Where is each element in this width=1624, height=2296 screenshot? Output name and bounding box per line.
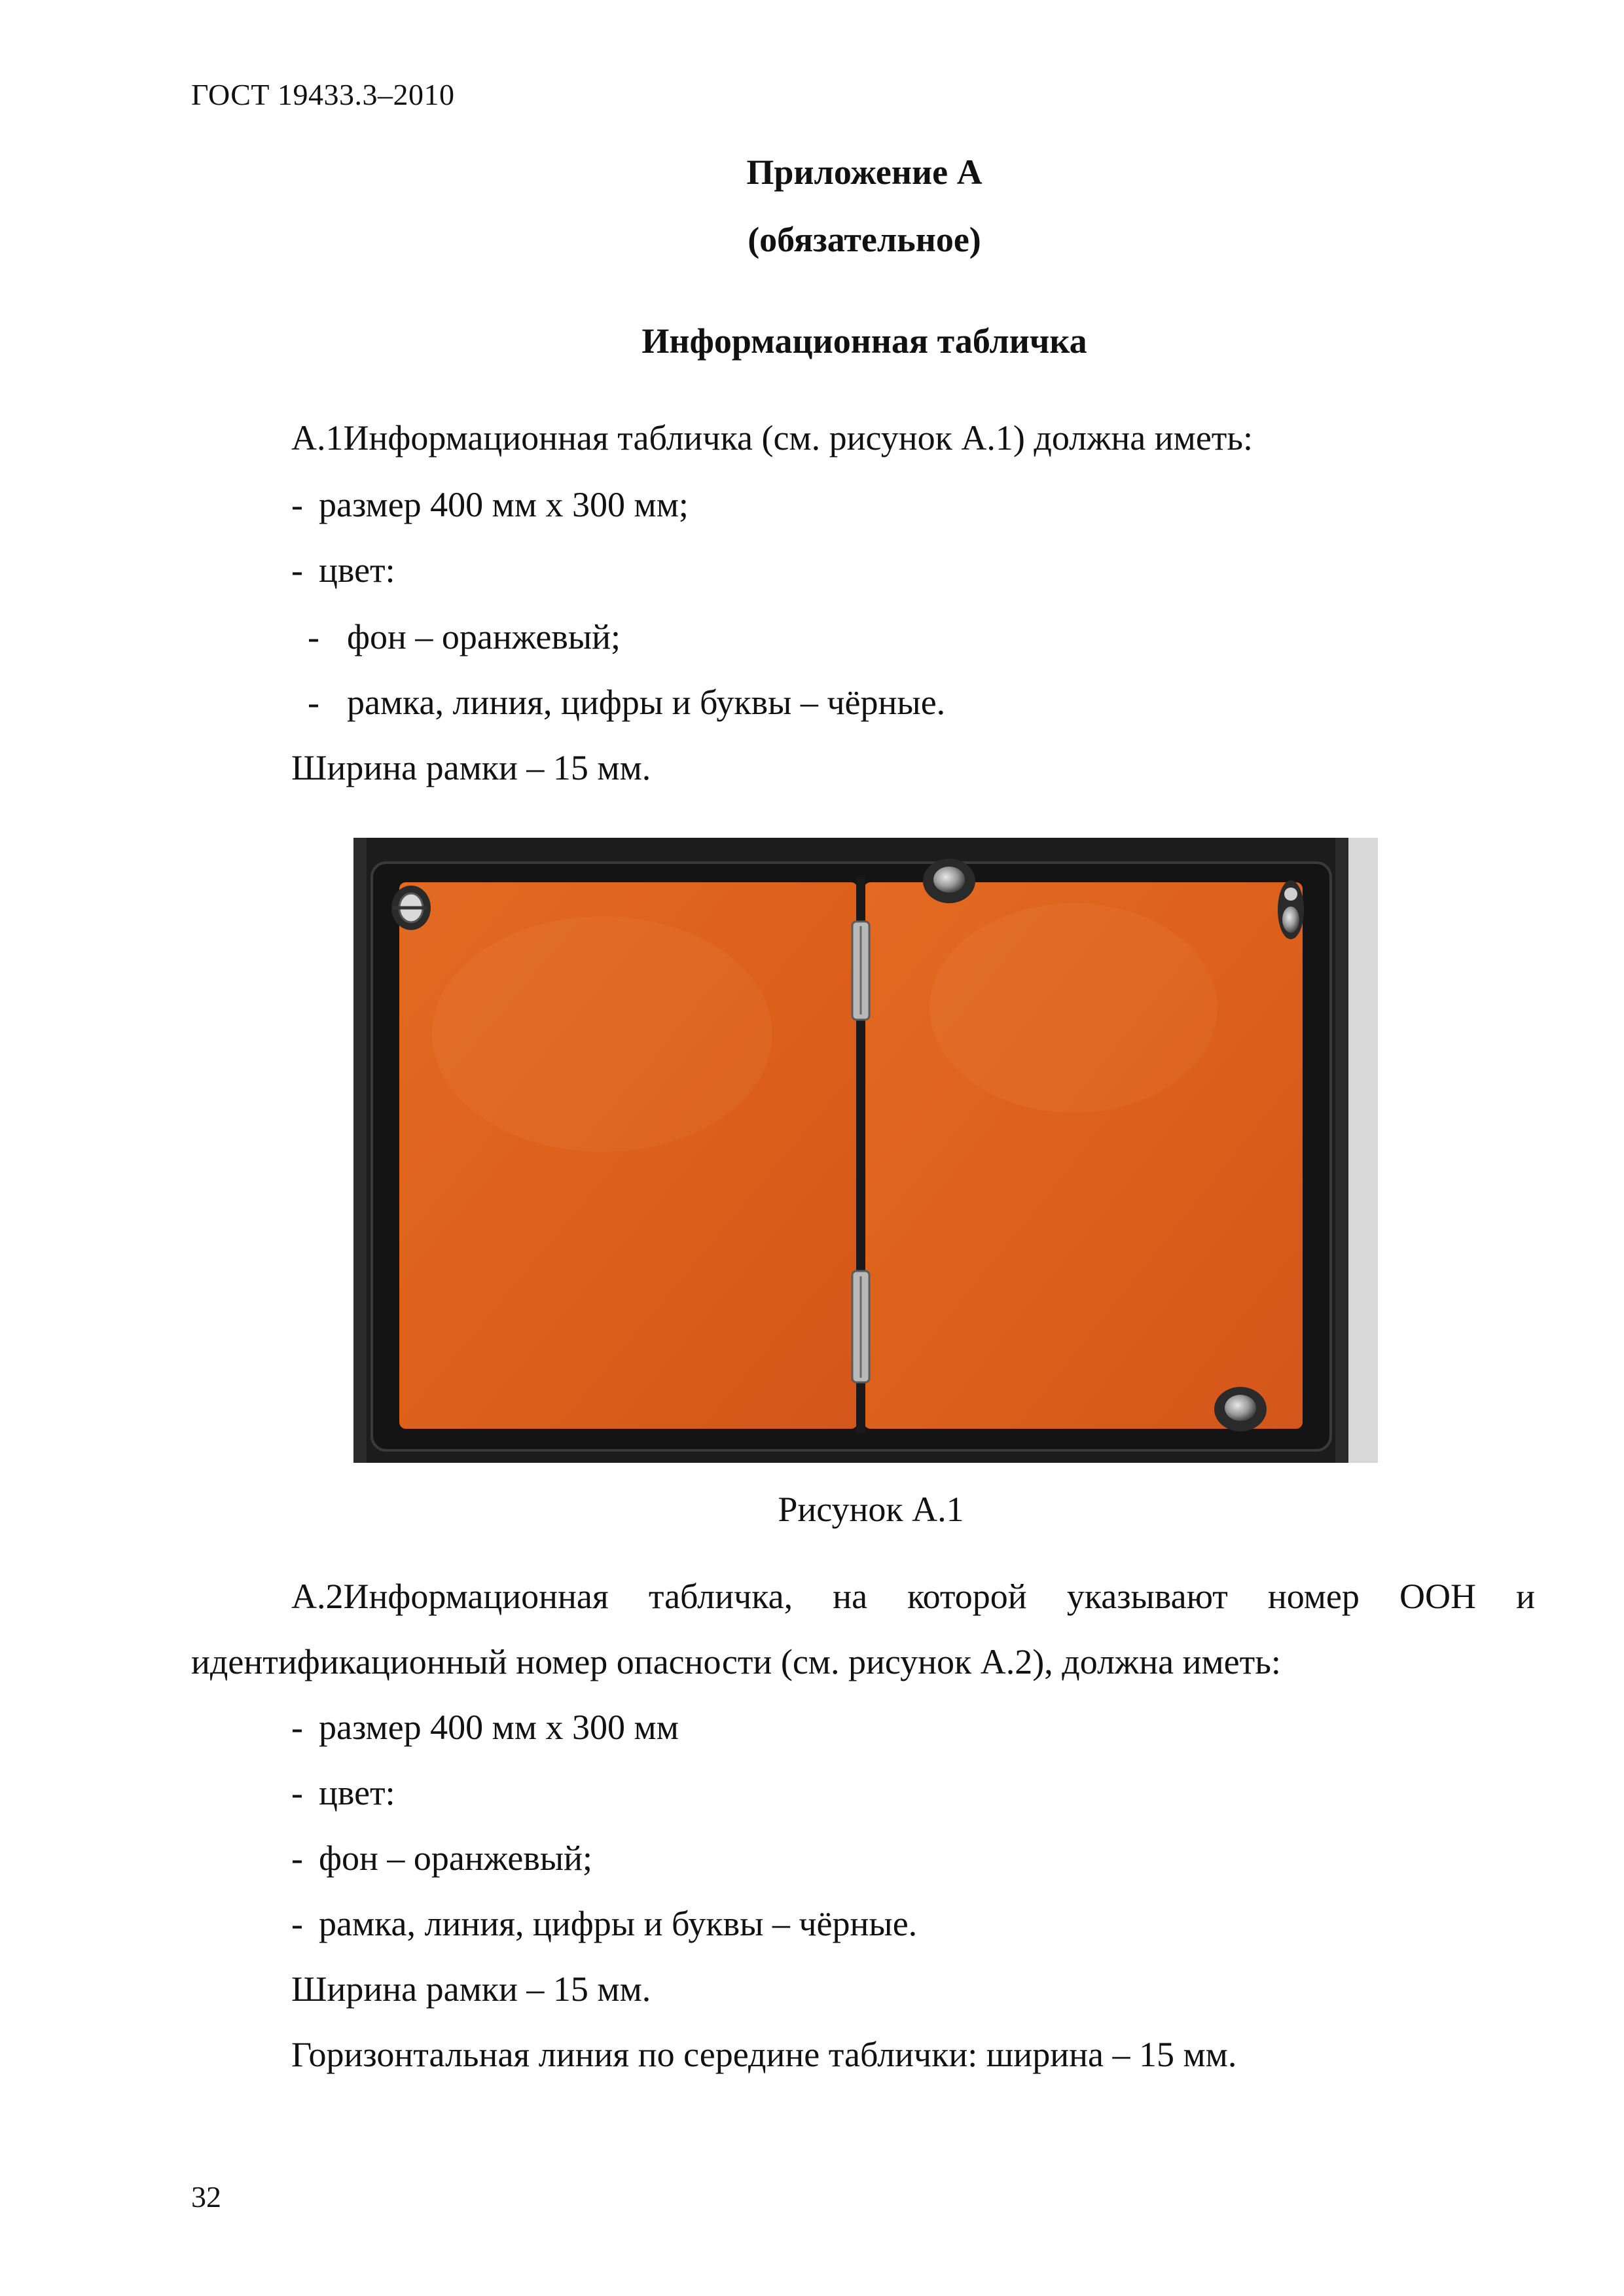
appendix-status: (обязательное): [748, 220, 981, 259]
para-a2-item-text: цвет:: [319, 1773, 395, 1812]
para-a2-item: [291, 1903, 917, 1944]
word: которой: [907, 1577, 1027, 1616]
para-a1-item-text: фон – оранжевый;: [347, 617, 621, 656]
para-a1-item: [291, 484, 689, 525]
bolt-top-left: [391, 886, 431, 930]
word: указывают: [1066, 1577, 1228, 1616]
bolt-bottom-right: [1214, 1387, 1267, 1431]
word: на: [833, 1577, 868, 1616]
figure-a1-photo: [353, 838, 1378, 1463]
word: табличка,: [648, 1577, 793, 1616]
page-number: 32: [191, 2180, 221, 2214]
word: номер: [1267, 1577, 1360, 1616]
word: и: [1516, 1577, 1535, 1616]
para-a2-item-text: фон – оранжевый;: [319, 1839, 592, 1878]
list-dash: -: [291, 1708, 303, 1747]
list-dash: -: [291, 485, 303, 524]
para-a2-item: [291, 1838, 592, 1878]
para-a1-item-text: размер 400 мм х 300 мм;: [319, 485, 689, 524]
para-a1-frame-width: Ширина рамки – 15 мм.: [291, 748, 651, 787]
para-a1-subitem: [308, 617, 621, 657]
para-a2-horizontal-line: Горизонтальная линия по середине таблички: ширина – 15 мм.: [291, 2035, 1237, 2074]
para-a2-intro-line2: идентификационный номер опасности (см. рисунок А.2), должна иметь:: [191, 1642, 1281, 1681]
word: ООН: [1399, 1577, 1476, 1616]
para-a2-item-text: размер 400 мм х 300 мм: [319, 1708, 679, 1747]
para-a1-subitem: [308, 682, 945, 723]
para-a2-frame-width: Ширина рамки – 15 мм.: [291, 1969, 651, 2009]
appendix-title: Приложение А: [746, 152, 983, 192]
list-dash: -: [291, 1839, 303, 1878]
list-dash: -: [291, 550, 303, 590]
para-a1-intro: А.1Информационная табличка (см. рисунок А.1) должна иметь:: [291, 418, 1254, 457]
standard-header: ГОСТ 19433.3–2010: [191, 78, 455, 111]
list-dash: -: [308, 683, 319, 722]
figure-a1-caption: Рисунок А.1: [778, 1490, 964, 1529]
orange-plate-image: [353, 838, 1378, 1463]
section-title: Информационная табличка: [641, 321, 1087, 361]
para-a2-item: [291, 1772, 395, 1813]
para-a2-item-text: рамка, линия, цифры и буквы – чёрные.: [319, 1904, 918, 1943]
bolt-top-center: [923, 859, 975, 903]
latch-top-right: [1278, 880, 1304, 939]
list-dash: -: [308, 617, 319, 656]
para-a1-item: [291, 550, 395, 590]
list-dash: -: [291, 1904, 303, 1943]
para-a1-item-text: цвет:: [319, 550, 395, 590]
para-a2-item: [291, 1707, 679, 1748]
para-a1-item-text: рамка, линия, цифры и буквы – чёрные.: [347, 683, 946, 722]
list-dash: -: [291, 1773, 303, 1812]
para-a2-intro-line1: [291, 1576, 1535, 1617]
word: А.2Информационная: [291, 1577, 609, 1616]
